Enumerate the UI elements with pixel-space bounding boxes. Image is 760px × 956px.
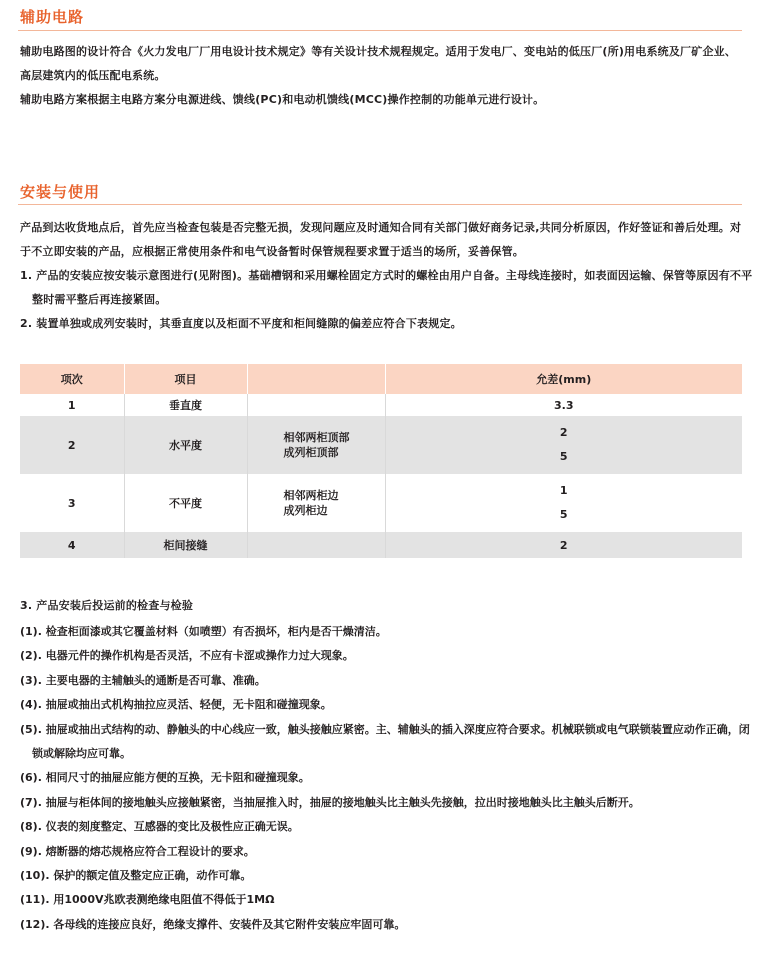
list-item: (8). 仪表的刻度整定、互感器的变比及极性应正确无误。 bbox=[20, 820, 299, 834]
row-tolerance: 2 bbox=[385, 532, 742, 558]
row-tolerance bbox=[385, 416, 742, 474]
tolerance-value: 5 bbox=[559, 508, 568, 521]
row-sub-item bbox=[247, 416, 385, 474]
section-divider bbox=[18, 204, 742, 205]
list-item: (9). 熔断器的熔芯规格应符合工程设计的要求。 bbox=[20, 844, 255, 858]
row-sub-item bbox=[247, 474, 385, 532]
row-tolerance: 3.3 bbox=[554, 398, 574, 412]
list-item: (3). 主要电器的主辅触头的通断是否可靠、准确。 bbox=[20, 673, 266, 687]
sub-item-line: 成列柜顶部 bbox=[283, 446, 339, 459]
row-item: 柜间接缝 bbox=[124, 532, 247, 558]
checks-heading: 3. 产品安装后投运前的检查与检验 bbox=[20, 599, 194, 612]
row-item: 不平度 bbox=[124, 474, 247, 532]
table-row bbox=[20, 474, 742, 532]
sub-item-line: 成列柜边 bbox=[283, 504, 328, 517]
header-tolerance: 允差(mm) bbox=[385, 364, 742, 394]
table-row bbox=[20, 532, 742, 558]
sub-item-line: 相邻两柜边 bbox=[283, 489, 339, 502]
header-sub-item bbox=[247, 364, 385, 394]
section-title-installation: 安装与使用 bbox=[20, 183, 101, 201]
table-row bbox=[20, 416, 742, 474]
header-item: 项目 bbox=[124, 364, 247, 394]
row-item: 水平度 bbox=[124, 416, 247, 474]
list-item: (4). 抽屉或抽出式机构抽拉应灵活、轻便，无卡阻和碰撞现象。 bbox=[20, 698, 332, 712]
table-header-row bbox=[20, 364, 742, 394]
tolerance-value: 5 bbox=[559, 450, 568, 463]
table-row bbox=[20, 394, 742, 416]
row-index: 3 bbox=[20, 474, 124, 532]
list-item: (10). 保护的额定值及整定应正确，动作可靠。 bbox=[20, 869, 252, 883]
tolerance-value: 1 bbox=[559, 484, 568, 497]
list-item: (7). 抽屉与柜体间的接地触头应接触紧密，当抽屉推入时，抽屉的接地触头比主触头先接触，拉出时接地触头比主触头后断开。 bbox=[20, 795, 640, 809]
list-item: (11). 用1000V兆欧表测绝缘电阻值不得低于1MΩ bbox=[20, 893, 275, 907]
list-item: (5). 抽屉或抽出式结构的动、静触头的中心线应一致，触头接触应紧密。主、辅触头的插入深度应符合要求。机械联锁或电气联锁装置应动作正确，闭锁或解除均应可靠。 bbox=[20, 722, 750, 761]
row-tolerance bbox=[385, 474, 742, 532]
tolerance-table bbox=[20, 364, 742, 558]
installation-intro: 产品到达收货地点后，首先应当检查包装是否完整无损，发现问题应及时通知合同有关部门做好商务记录,共同分析原因，作好签证和善后处理。对于不立即安装的产品，应根据正常使用条件和电气设备暂时保管规程要求置于适当的场所，妥善保管。 bbox=[20, 221, 742, 258]
installation-item-1: 1. 产品的安装应按安装示意图进行(见附图)。基础槽钢和采用螺栓固定方式时的螺栓由用户自备。主母线连接时，如表面因运输、保管等原因有不平整时需平整后再连接紧固。 bbox=[20, 269, 753, 306]
installation-item-2: 2. 装置单独或成列安装时，其垂直度以及柜面不平度和柜间缝隙的偏差应符合下表规定。 bbox=[20, 317, 462, 330]
tolerance-value: 2 bbox=[559, 426, 568, 439]
section-title-auxiliary-circuit: 辅助电路 bbox=[20, 8, 85, 26]
header-index: 项次 bbox=[20, 364, 124, 394]
section-divider bbox=[18, 30, 742, 31]
list-item: (6). 相同尺寸的抽屉应能方便的互换，无卡阻和碰撞现象。 bbox=[20, 771, 310, 785]
auxiliary-circuit-paragraph-2: 辅助电路方案根据主电路方案分电源进线、馈线(PC)和电动机馈线(MCC)操作控制的功能单元进行设计。 bbox=[20, 93, 545, 106]
sub-item-line: 相邻两柜顶部 bbox=[283, 431, 350, 444]
row-sub-item bbox=[247, 394, 385, 416]
list-item: (1). 检查柜面漆或其它覆盖材料（如喷塑）有否损坏，柜内是否干燥清洁。 bbox=[20, 625, 387, 638]
auxiliary-circuit-paragraph-1: 辅助电路图的设计符合《火力发电厂厂用电设计技术规定》等有关设计技术规程规定。适用于发电厂、变电站的低压厂(所)用电系统及厂矿企业、高层建筑内的低压配电系统。 bbox=[20, 45, 737, 82]
list-item: (2). 电器元件的操作机构是否灵活，不应有卡涩或操作力过大现象。 bbox=[20, 649, 354, 663]
row-index: 2 bbox=[20, 416, 124, 474]
row-index: 1 bbox=[20, 394, 124, 416]
checks-list bbox=[20, 620, 750, 937]
row-index: 4 bbox=[20, 532, 124, 558]
row-item: 垂直度 bbox=[124, 394, 247, 416]
list-item: (12). 各母线的连接应良好，绝缘支撑件、安装件及其它附件安装应牢固可靠。 bbox=[20, 917, 406, 931]
row-sub-item bbox=[247, 532, 385, 558]
